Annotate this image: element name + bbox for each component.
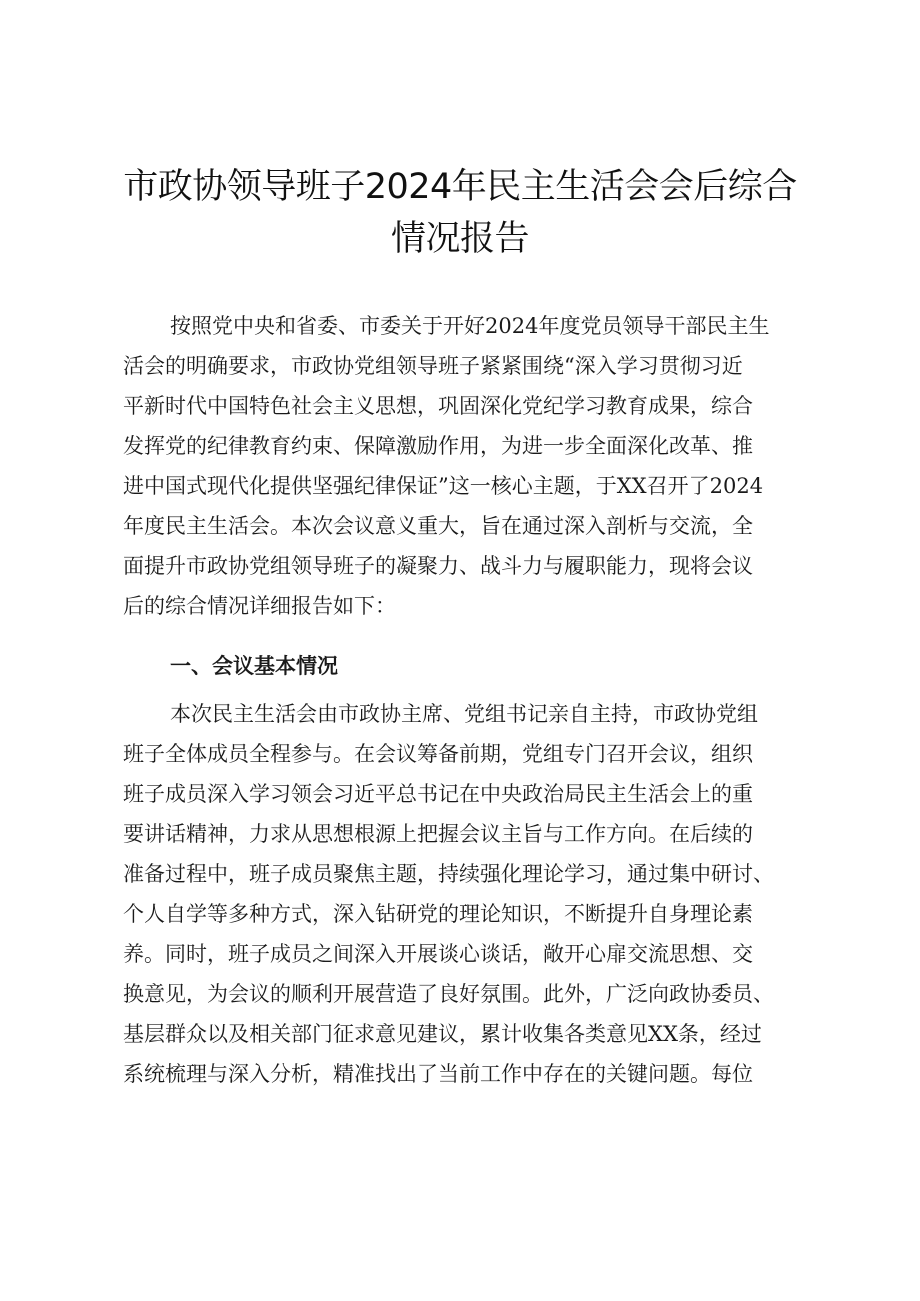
paragraph-line: 个人自学等多种方式，深入钻研党的理论知识，不断提升自身理论素 [123,902,753,926]
document-title-line-1: 市政协领导班子2024年民主生活会会后综合 [123,167,797,207]
paragraph-line: 基层群众以及相关部门征求意见建议，累计收集各类意见XX条，经过 [123,1022,762,1046]
paragraph-line: 养。同时，班子成员之间深入开展谈心谈话，敞开心扉交流思想、交 [123,942,753,966]
paragraph-line: 要讲话精神，力求从思想根源上把握会议主旨与工作方向。在后续的 [123,822,753,846]
document-title-line-2: 情况报告 [390,219,529,259]
paragraph-line: 发挥党的纪律教育约束、保障激励作用，为进一步全面深化改革、推 [123,434,753,458]
paragraph-line: 按照党中央和省委、市委关于开好2024年度党员领导干部民主生 [170,314,770,338]
paragraph-line: 系统梳理与深入分析，精准找出了当前工作中存在的关键问题。每位 [123,1062,753,1086]
paragraph-line: 本次民主生活会由市政协主席、党组书记亲自主持，市政协党组 [170,702,758,726]
paragraph-line: 后的综合情况详细报告如下： [123,594,396,618]
section-heading-text: 一、会议基本情况 [170,654,338,678]
paragraph-line: 班子全体成员全程参与。在会议筹备前期，党组专门召开会议，组织 [123,742,753,766]
paragraph-line: 年度民主生活会。本次会议意义重大，旨在通过深入剖析与交流，全 [123,514,753,538]
paragraph-line: 准备过程中，班子成员聚焦主题，持续强化理论学习，通过集中研讨、 [123,862,774,886]
paragraph-line: 面提升市政协党组领导班子的凝聚力、战斗力与履职能力，现将会议 [123,554,753,578]
paragraph-line: 平新时代中国特色社会主义思想，巩固深化党纪学习教育成果，综合 [123,394,753,418]
paragraph-line: 班子成员深入学习领会习近平总书记在中央政治局民主生活会上的重 [123,782,753,806]
paragraph-line: 换意见，为会议的顺利开展营造了良好氛围。此外，广泛向政协委员、 [123,982,774,1006]
paragraph-line: 进中国式现代化提供坚强纪律保证”这一核心主题，于XX召开了2024 [123,474,764,498]
paragraph-line: 活会的明确要求，市政协党组领导班子紧紧围绕“深入学习贯彻习近 [123,354,743,378]
